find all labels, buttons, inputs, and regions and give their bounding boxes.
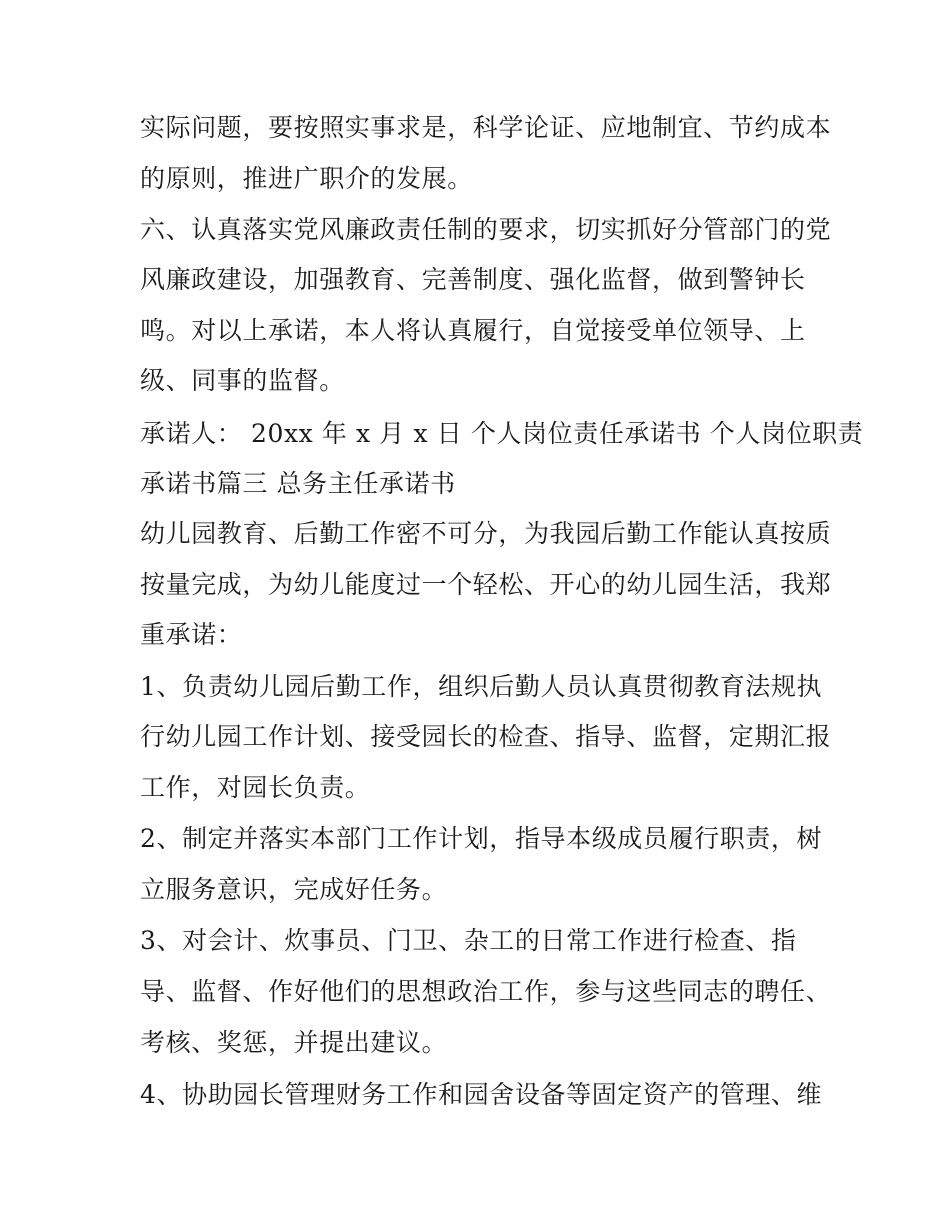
- text-line: 风廉政建设，加强教育、完善制度、强化监督，做到警钟长: [140, 265, 806, 294]
- text-line: 立服务意识，完成好任务。: [140, 875, 448, 904]
- text-line: 的原则，推进广职介的发展。: [140, 164, 473, 193]
- text-line: 承诺书篇三 总务主任承诺书: [140, 469, 456, 498]
- text-line: 考核、奖惩，并提出建议。: [140, 1028, 448, 1057]
- text-line: 鸣。对以上承诺，本人将认真履行，自觉接受单位领导、上: [140, 316, 806, 345]
- text-line: 六、认真落实党风廉政责任制的要求，切实抓好分管部门的党: [140, 215, 832, 244]
- text-line: 实际问题，要按照实事求是，科学论证、应地制宜、节约成本: [140, 113, 832, 142]
- text-line: 4、协助园长管理财务工作和园舍设备等固定资产的管理、维: [140, 1080, 823, 1109]
- text-line: 导、监督、作好他们的思想政治工作，参与这些同志的聘任、: [140, 977, 832, 1006]
- text-line: 3、对会计、炊事员、门卫、杂工的日常工作进行检查、指: [140, 926, 797, 955]
- text-line: 按量完成，为幼儿能度过一个轻松、开心的幼儿园生活，我郑: [140, 570, 832, 599]
- text-line: 行幼儿园工作计划、接受园长的检查、指导、监督，定期汇报: [140, 722, 832, 751]
- text-line: 承诺人： 20xx 年 x 月 x 日 个人岗位责任承诺书 个人岗位职责: [140, 419, 864, 448]
- text-line: 工作，对园长负责。: [140, 773, 371, 802]
- text-line: 重承诺：: [140, 620, 243, 649]
- text-line: 1、负责幼儿园后勤工作，组织后勤人员认真贯彻教育法规执: [140, 672, 823, 701]
- text-line: 幼儿园教育、后勤工作密不可分，为我园后勤工作能认真按质: [140, 519, 832, 548]
- text-line: 级、同事的监督。: [140, 366, 345, 395]
- text-line: 2、制定并落实本部门工作计划，指导本级成员履行职责，树: [140, 824, 823, 853]
